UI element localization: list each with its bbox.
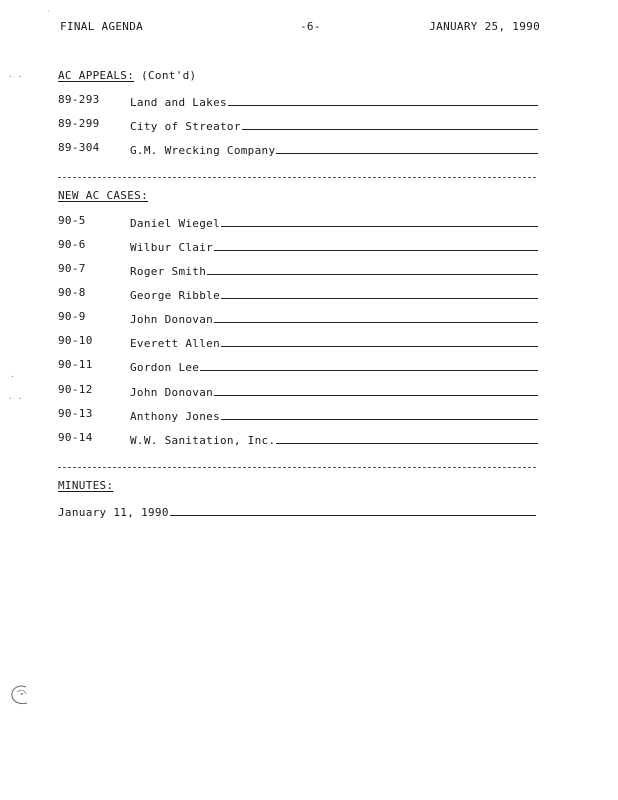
blank-line [200,358,538,371]
section-divider [58,467,536,468]
scan-speck: · · [8,72,23,81]
scan-speck: · [10,372,15,381]
agenda-item [58,407,538,423]
case-name: Daniel Wiegel [130,217,220,230]
blank-line [221,286,538,299]
case-name: City of Streator [130,120,241,133]
blank-line [207,262,538,275]
case-number: 90-11 [58,358,93,371]
case-number: 90-6 [58,238,86,251]
case-name: W.W. Sanitation, Inc. [130,434,276,447]
case-number: 90-8 [58,286,86,299]
minutes-date: January 11, 1990 [58,506,169,519]
case-number: 90-13 [58,407,93,420]
header-date: JANUARY 25, 1990 [429,20,540,33]
header-title: FINAL AGENDA [60,20,144,33]
case-number: 90-12 [58,383,93,396]
scan-speck: ˙ [46,10,51,19]
minutes-entry [58,503,536,519]
blank-line [221,407,538,420]
case-number: 89-293 [58,93,100,106]
blank-line [221,334,538,347]
scan-speck: · · [8,394,23,403]
ac-appeals-title-suffix: (Cont'd) [134,69,197,82]
case-name: Wilbur Clair [130,241,214,254]
new-ac-cases-heading [58,189,148,202]
blank-line [228,93,538,106]
case-number: 90-14 [58,431,93,444]
case-number: 90-9 [58,310,86,323]
case-number: 90-7 [58,262,86,275]
case-number: 89-304 [58,141,100,154]
blank-line [170,503,536,516]
case-name: Anthony Jones [130,410,220,423]
case-number: 90-5 [58,214,86,227]
agenda-item [58,383,538,399]
agenda-item [58,238,538,254]
blank-line [276,431,538,444]
agenda-item [58,334,538,350]
blank-line [214,238,538,251]
case-name: Gordon Lee [130,361,200,374]
blank-line [276,141,538,154]
case-name: Roger Smith [130,265,207,278]
section-divider [58,177,536,178]
agenda-item [58,431,538,447]
case-number: 89-299 [58,117,100,130]
agenda-item [58,262,538,278]
agenda-item [58,286,538,302]
agenda-item [58,214,538,230]
new-ac-cases-title: NEW AC CASES: [58,189,148,202]
case-name: G.M. Wrecking Company [130,144,276,157]
case-number: 90-10 [58,334,93,347]
agenda-item [58,141,538,157]
stamp-mark-icon [8,682,34,708]
minutes-title: MINUTES: [58,479,114,492]
case-name: George Ribble [130,289,220,302]
agenda-item [58,117,538,133]
minutes-heading [58,479,113,492]
case-name: Everett Allen [130,337,220,350]
ac-appeals-title: AC APPEALS: [58,69,135,82]
blank-line [221,214,538,227]
page-header [60,20,540,36]
case-name: Land and Lakes [130,96,227,109]
ac-appeals-heading [58,69,196,82]
case-name: John Donovan [130,386,214,399]
page-number: -6- [300,20,321,33]
agenda-item [58,93,538,109]
agenda-item [58,358,538,374]
blank-line [214,310,538,323]
agenda-item [58,310,538,326]
blank-line [242,117,538,130]
case-name: John Donovan [130,313,214,326]
blank-line [214,383,538,396]
